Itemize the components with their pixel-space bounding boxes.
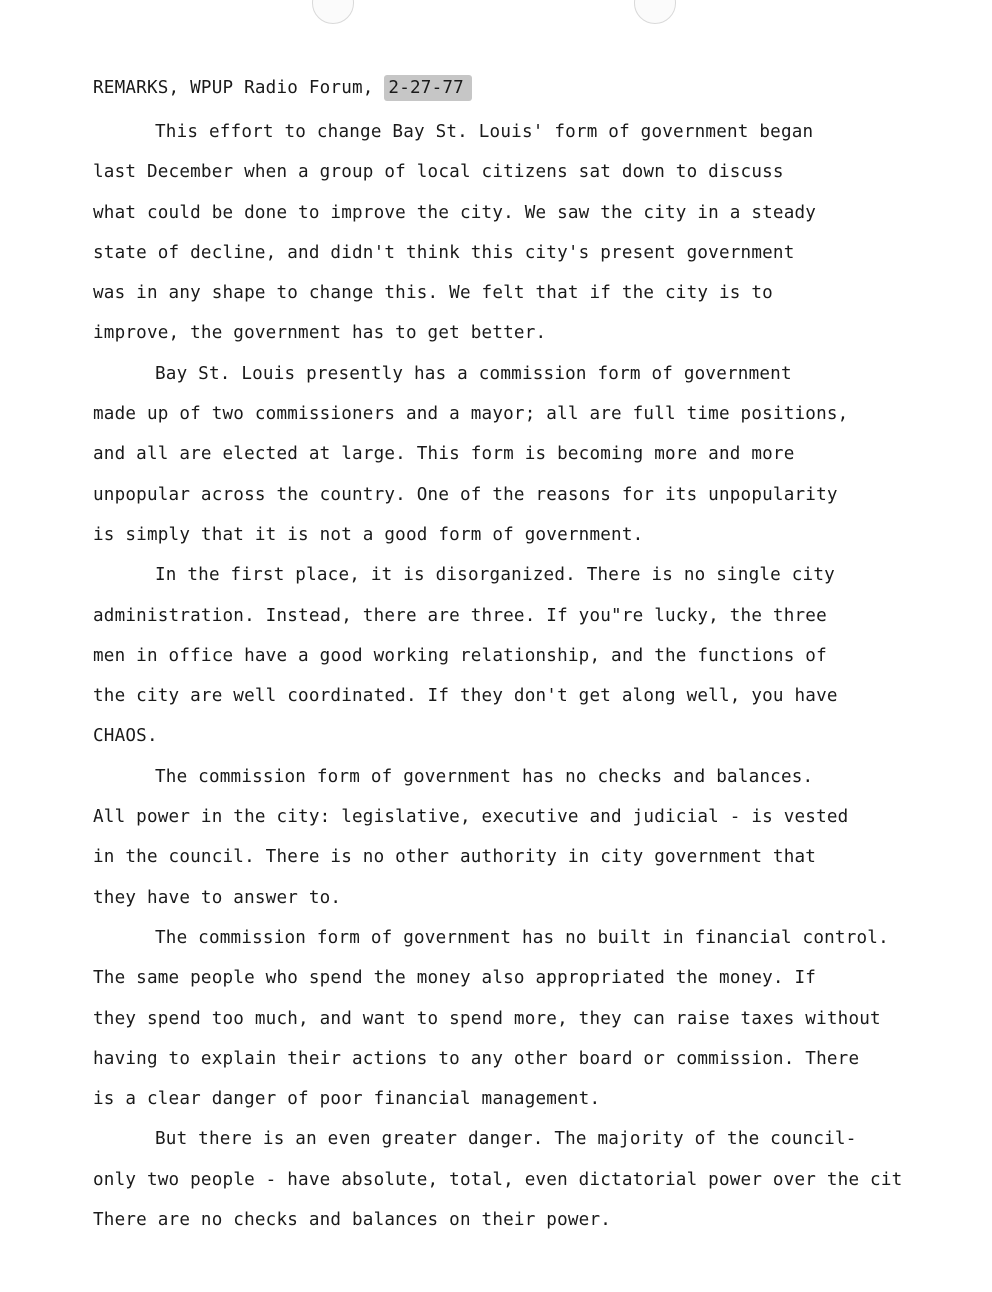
text-line: state of decline, and didn't think this city's present government (93, 242, 795, 263)
text-line: unpopular across the country. One of the reasons for its unpopularity (93, 484, 838, 505)
text-line: they have to answer to. (93, 887, 342, 908)
text-line: improve, the government has to get better. (93, 323, 547, 344)
header-date-highlighted: 2-27-77 (384, 75, 472, 101)
text-line: they spend too much, and want to spend more, they can raise taxes without (93, 1008, 881, 1029)
punch-hole-left (312, 0, 354, 24)
text-line: last December when a group of local citizens sat down to discuss (93, 162, 784, 183)
text-line: The commission form of government has no checks and balances. (155, 766, 814, 787)
typed-document (93, 72, 983, 1240)
text-line: men in office have a good working relationship, and the functions of (93, 645, 827, 666)
text-line: the city are well coordinated. If they don't get along well, you have (93, 686, 838, 707)
text-line: only two people - have absolute, total, even dictatorial power over the cit (93, 1169, 903, 1190)
paragraph-3 (93, 555, 983, 756)
text-line: and all are elected at large. This form is becoming more and more (93, 444, 795, 465)
paragraph-6 (93, 1119, 983, 1240)
text-line: The commission form of government has no built in financial control. (155, 927, 889, 948)
text-line: was in any shape to change this. We felt that if the city is to (93, 283, 773, 304)
text-line: made up of two commissioners and a mayor; all are full time positions, (93, 404, 849, 425)
text-line: is a clear danger of poor financial management. (93, 1089, 601, 1110)
text-line: The same people who spend the money also appropriated the money. If (93, 968, 817, 989)
text-line: In the first place, it is disorganized. There is no single city (155, 565, 835, 586)
text-line: what could be done to improve the city. We saw the city in a steady (93, 202, 817, 223)
text-line: Bay St. Louis presently has a commission form of government (155, 363, 792, 384)
paragraph-4 (93, 757, 983, 918)
text-line: having to explain their actions to any other board or commission. There (93, 1048, 860, 1069)
paragraph-5 (93, 918, 983, 1119)
text-line: administration. Instead, there are three. If you"re lucky, the three (93, 605, 827, 626)
text-line: There are no checks and balances on their power. (93, 1210, 612, 1231)
text-line: All power in the city: legislative, executive and judicial - is vested (93, 807, 849, 828)
text-line: But there is an even greater danger. The majority of the council- (155, 1129, 857, 1150)
text-line: is simply that it is not a good form of government. (93, 524, 644, 545)
text-line: CHAOS. (93, 726, 158, 747)
header-label: REMARKS, WPUP Radio Forum, (93, 78, 374, 98)
text-line: in the council. There is no other authority in city government that (93, 847, 817, 868)
document-header (93, 72, 983, 112)
paragraph-2 (93, 354, 983, 555)
paragraph-1 (93, 112, 983, 354)
text-line: This effort to change Bay St. Louis' form of government began (155, 122, 814, 142)
punch-hole-right (634, 0, 676, 24)
